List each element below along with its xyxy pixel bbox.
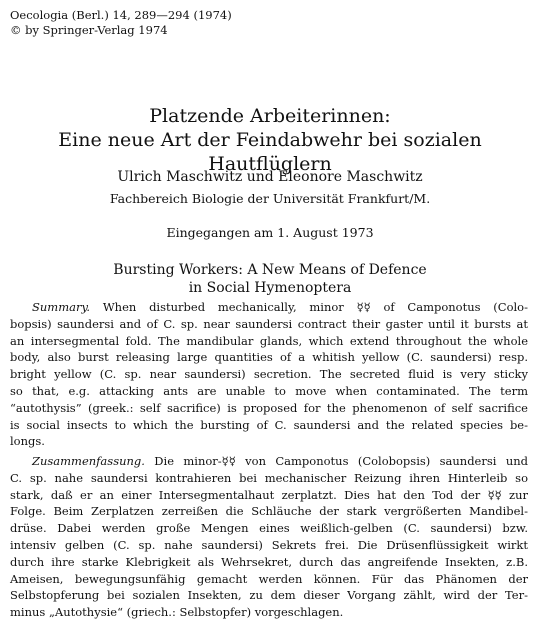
summary-line: “autothysis” (greek.: self sacrifice) is proposed for the phenomenon of self sacrifice <box>10 400 528 415</box>
journal-citation: Oecologia (Berl.) 14, 289—294 (1974) <box>10 8 232 22</box>
summary-lead: Summary. <box>32 300 91 314</box>
zusammenfassung-line: Ameisen, bewegungsunfähig gemacht werden können. Für das Phänomen der <box>10 571 528 586</box>
zusammenfassung-line: intensiv gelben (C. sp. nahe saundersi) Sekrets frei. Die Drüsenflüssigkeit wirkt <box>10 537 528 552</box>
received-date: Eingegangen am 1. August 1973 <box>166 225 374 240</box>
english-title-line-1: Bursting Workers: A New Means of Defence <box>113 262 427 278</box>
zusammenfassung-line: Zusammenfassung. Die minor-☿☿ von Camponotus (Colobopsis) saundersi und <box>32 454 528 468</box>
zusammenfassung-line: minus „Autothysie“ (griech.: Selbstopfer) vorgeschlagen. <box>10 605 344 620</box>
summary-line: so that, e.g. attacking ants are unable to move when contaminated. The term <box>10 383 528 398</box>
summary-line: bright yellow (C. sp. near saundersi) secretion. The secreted fluid is very sticky <box>10 367 528 382</box>
zusammenfassung-line: C. sp. nahe saundersi kontrahieren bei mechanischer Reizung ihren Hinterleib so <box>10 470 528 485</box>
paper-title-line-1: Platzende Arbeiterinnen: <box>149 105 391 127</box>
summary-line: body, also burst releasing large quantities of a whitish yellow (C. saundersi) resp. <box>10 350 528 365</box>
zusammenfassung-line: drüse. Dabei werden große Mengen eines weißlich-gelben (C. saundersi) bzw. <box>10 521 528 536</box>
zusammenfassung-paragraph <box>10 453 528 621</box>
english-title-line-2: in Social Hymenoptera <box>188 280 352 296</box>
summary-paragraph <box>10 299 528 450</box>
summary-line: longs. <box>10 434 45 449</box>
summary-line: bopsis) saundersi and of C. sp. near saundersi contract their gaster until it bursts at <box>10 316 528 331</box>
zusammenfassung-line: durch ihre starke Klebrigkeit als Wehrsekret, durch das angreifende Insekten, z.B. <box>10 554 528 569</box>
affiliation: Fachbereich Biologie der Universität Frankfurt/M. <box>109 191 431 206</box>
summary-line: an intersegmental fold. The mandibular glands, which extend throughout the whole <box>10 333 528 348</box>
zusammenfassung-lead: Zusammenfassung. <box>32 454 145 468</box>
zusammenfassung-line: Folge. Beim Zerplatzen zerreißen die Schläuche der stark vergrößerten Mandibel- <box>10 504 528 519</box>
summary-line: Summary. When disturbed mechanically, minor ☿☿ of Camponotus (Colo- <box>32 300 528 314</box>
summary-line: is social insects to which the bursting of C. saundersi and the related species be- <box>10 417 528 432</box>
paper-title-line-2: Eine neue Art der Feindabwehr bei sozialen Hautflüglern <box>58 129 482 175</box>
copyright-line: © by Springer-Verlag 1974 <box>10 23 168 37</box>
zusammenfassung-line: stark, daß er an einer Intersegmentalhaut zerplatzt. Dies hat den Tod der ☿☿ zur <box>10 487 528 502</box>
authors: Ulrich Maschwitz und Eleonore Maschwitz <box>117 169 423 185</box>
journal-header <box>10 8 232 38</box>
zusammenfassung-line: Selbstopferung bei sozialen Insekten, zu dem dieser Vorgang zählt, wird der Ter- <box>10 588 528 603</box>
